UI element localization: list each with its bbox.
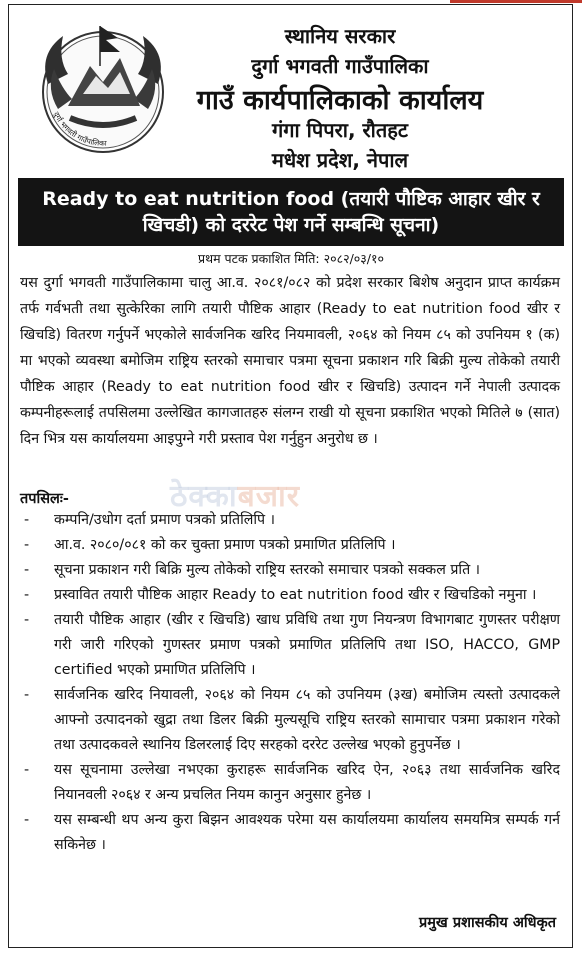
list-marker: -	[24, 612, 30, 628]
list-item: - यस सम्बन्धी थप अन्य कुरा बिझन आवश्यक परेमा यस कार्यालयमा कार्यालय समयमित्र सम्पर्क गर्न सकिनेछ ।	[20, 808, 560, 858]
list-marker: -	[24, 587, 30, 603]
list-item: - कम्पनि/उधोग दर्ता प्रमाण पत्रको प्रतिलिपि ।	[20, 508, 560, 533]
list-item: - सार्वजनिक खरिद नियावली, २०६४ को नियम ८५ को उपनियम (३ख) बमोजिम त्यस्तो उत्पादकले आफ्नो उत्पादनको खुद्रा तथा डिलर बिक्री मुल्यसूचि राष्ट्रिय स्तरको सामाचार पत्रमा प्रकाशन गरेको तथा उत्पादकवले स्थानिय डिलरलाई दिए सरहको दररेट उल्लेख भएको हुनुपर्नेछ ।	[20, 683, 560, 758]
list-marker: -	[24, 562, 30, 578]
header-province: मधेश प्रदेश, नेपाल	[271, 148, 409, 172]
notice-body: यस दुर्गा भगवती गाउँपालिकामा चालु आ.व. २०८१/०८२ को प्रदेश सरकार बिशेष अनुदान प्राप्त कार्यक्रम तर्फ गर्वभती तथा सुत्केरिका लागि तयारी पौष्टिक आहार (Ready to eat nutrition food खीर र खिचडि) वितरण गर्नुपर्ने भएकोले सार्वजनिक खरिद नियमावली, २०६४ को नियम ८५ को उपनियम १ (क) मा भएको व्यवस्था बमोजिम राष्ट्रिय स्तरको समाचार पत्रमा सूचना प्रकाशन गरि बिक्री मुल्य तोकेको तयारी पौष्टिक आहार (Ready to eat nutrition food खीर र खिचडि) उत्पादन गर्ने नेपाली उत्पादक कम्पनीहरूलाई तपसिलमा उल्लेखित कागजातहरु संलग्न राखी यो सूचना प्रकाशित भएको मितिले ७ (सात) दिन भित्र यस कार्यालयमा आइपुग्ने गरी प्रस्ताव पेश गर्नुहुन अनुरोध छ ।	[20, 275, 560, 447]
header-address: गंगा पिपरा, रौतहट	[272, 118, 408, 142]
header-office-title: गाउँ कार्यपालिकाको कार्यालय	[196, 85, 484, 116]
list-marker: -	[24, 762, 30, 778]
emblem-caption: दुर्गा भगवती गाउँपालिका	[51, 110, 107, 148]
list-item: - प्रस्वावित तयारी पौष्टिक आहार Ready to eat nutrition food खीर र खिचडिको नमुना ।	[20, 583, 560, 608]
list-marker: -	[24, 512, 30, 528]
signature: प्रमुख प्रशासकीय अधिकृत	[419, 915, 556, 931]
publish-date: प्रथम पटक प्रकाशित मिति: २०८२/०३/१०	[198, 251, 384, 266]
list-marker: -	[24, 687, 30, 703]
list-heading: तपसिलः-	[20, 491, 69, 507]
watermark-logo: ठेक्काबजार	[170, 479, 301, 514]
list-item: - यस सूचनामा उल्लेखा नभएका कुराहरू सार्वजनिक खरिद ऐन, २०६३ तथा सार्वजनिक खरिद नियानवली २०६४ र अन्य प्रचलित नियम कानुन अनुसार हुनेछ ।	[20, 758, 560, 808]
nepal-emblem-icon	[28, 14, 178, 164]
list-marker: -	[24, 537, 30, 553]
list-item: - आ.व. २०८०/०८१ को कर चुक्ता प्रमाण पत्रको प्रमाणित प्रतिलिपि ।	[20, 533, 560, 558]
requirements-list	[20, 508, 560, 858]
list-item: - सूचना प्रकाशन गरी बिक्रि मुल्य तोकेको राष्ट्रिय स्तरको समाचार पत्रको सक्कल प्रति ।	[20, 558, 560, 583]
header-line-1: स्थानिय सरकार	[284, 24, 396, 48]
top-accent-line	[450, 0, 582, 3]
list-marker: -	[24, 812, 30, 828]
header-line-2: दुर्गा भगवती गाउँपालिका	[251, 54, 429, 78]
notice-title: Ready to eat nutrition food (तयारी पौष्टिक आहार खीर र खिचडी) को दररेट पेश गर्ने सम्बन्धि सूचना)	[18, 178, 564, 246]
list-item: - तयारी पौष्टिक आहार (खीर र खिचडि) खाध प्रविधि तथा गुण नियन्त्रण विभागबाट गुणस्तर परीक्षण गरी जारी गरिएको गुणस्तर प्रमाण पत्रको प्रमाणित प्रतिलिपि तथा ISO, HACCO, GMP certified भएको प्रमाणित प्रतिलिपि ।	[20, 608, 560, 683]
